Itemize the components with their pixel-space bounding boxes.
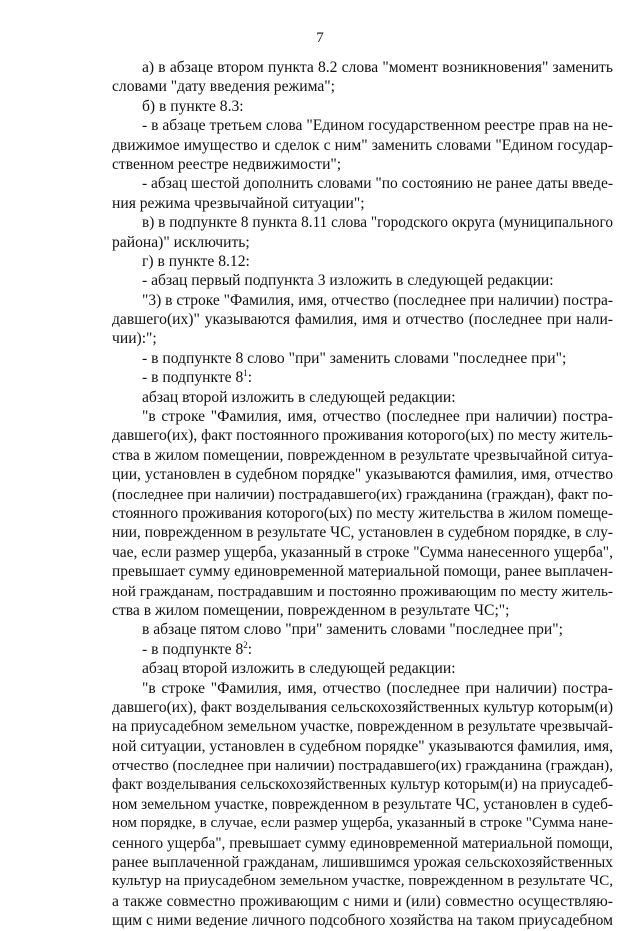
- text-line-content: абзац второй изложить в следующей редакции:: [142, 660, 456, 678]
- text-line-content: движимое имущество и сделок с ним" заменить словами "Едином государ-: [112, 136, 613, 154]
- text-line: [112, 523, 613, 542]
- text-line-content: превышает сумму единовременной материальной помощи, ранее выплачен-: [112, 563, 613, 581]
- text-line: [112, 640, 613, 659]
- superscript-index: 1: [243, 368, 248, 379]
- text-line: [112, 426, 613, 445]
- text-line-content: - абзац шестой дополнить словами "по состоянию не ранее даты введе-: [142, 175, 613, 193]
- text-line: [112, 892, 613, 911]
- text-line: [112, 291, 613, 310]
- text-line-content: "в строке "Фамилия, имя, отчество (последнее при наличии) постра-: [142, 408, 613, 426]
- text-line: [112, 659, 613, 678]
- text-line-content: щим с ними ведение личного подсобного хозяйства на таком приусадебном: [112, 912, 613, 930]
- text-line-content: в) в подпункте 8 пункта 8.11 слова "городского округа (муниципального: [142, 214, 614, 232]
- text-line: [112, 737, 613, 756]
- text-line-content: на приусадебном земельном участке, поврежденном в результате чрезвычай-: [112, 718, 613, 736]
- text-line-content: - абзац первый подпункта 3 изложить в следующей редакции:: [142, 272, 554, 290]
- text-line: [112, 310, 613, 329]
- text-line: [112, 485, 613, 504]
- text-line: [112, 407, 613, 426]
- text-line-content: чии):";: [112, 330, 157, 348]
- text-line: [112, 601, 613, 620]
- text-line-content: факт возделывания сельскохозяйственных культур которым(и) на приусадеб-: [112, 776, 614, 794]
- text-line-content: отчество (последнее при наличии) пострадавшего(их) гражданина (граждан),: [112, 757, 614, 775]
- text-line-content: ной гражданам, пострадавшим и постоянно проживающим по месту житель-: [112, 582, 613, 600]
- text-line-content: - в подпункте 8 слово "при" заменить словами "последнее при";: [142, 349, 567, 367]
- text-line: [112, 582, 613, 601]
- page-number: 7: [316, 30, 324, 46]
- text-line-content: давшего(их), факт возделывания сельскохозяйственных культур которым(и): [112, 698, 613, 716]
- text-line: [112, 698, 613, 717]
- text-line-content: "в строке "Фамилия, имя, отчество (последнее при наличии) постра-: [142, 679, 613, 697]
- text-line: [112, 814, 613, 833]
- text-line-content: абзац второй изложить в следующей редакции:: [142, 388, 456, 406]
- text-line: [112, 504, 613, 523]
- text-line: [112, 679, 613, 698]
- text-line: [112, 620, 613, 639]
- text-line: [112, 911, 613, 930]
- text-line-content: давшего(их)" указываются фамилия, имя и отчество (последнее при нали-: [112, 311, 613, 329]
- text-line: [112, 116, 613, 135]
- text-line: [112, 834, 613, 853]
- text-line: [112, 213, 613, 232]
- text-line-content: нии, поврежденном в результате ЧС, установлен в судебном порядке, в слу-: [112, 524, 614, 542]
- text-line-content: ства в жилом помещении, поврежденном в результате чрезвычайной ситуа-: [112, 446, 613, 464]
- text-line-content: культур на приусадебном земельном участке, поврежденном в результате ЧС,: [112, 873, 613, 890]
- text-line-content: района)" исключить;: [112, 233, 250, 251]
- text-line-content: ной ситуации, установлен в судебном порядке" указываются фамилия, имя,: [112, 737, 613, 755]
- text-line-content: словами "дату введения режима";: [112, 78, 335, 96]
- superscript-index: 2: [243, 639, 248, 650]
- text-line-content: - в подпункте 8: [142, 640, 244, 658]
- text-line: [112, 872, 613, 891]
- text-line: [112, 795, 613, 814]
- text-line-content: - в абзаце третьем слова "Едином государственном реестре прав на не-: [142, 117, 613, 135]
- text-line-content: - в подпункте 8: [142, 369, 244, 387]
- text-line-content: ственном реестре недвижимости";: [112, 155, 342, 173]
- document-body: [112, 58, 613, 931]
- text-line: [112, 233, 613, 252]
- text-line: [112, 136, 613, 155]
- text-line-content: ния режима чрезвычайной ситуации";: [112, 194, 365, 212]
- text-line-content: сенного ущерба", превышает сумму единовременной материальной помощи,: [112, 834, 613, 852]
- text-line-suffix: :: [247, 640, 253, 658]
- text-line: [112, 174, 613, 193]
- text-line: [112, 368, 613, 387]
- text-line: [112, 446, 613, 465]
- text-line-content: ства в жилом помещении, поврежденном в результате ЧС;";: [112, 601, 510, 619]
- text-line: [112, 252, 613, 271]
- text-line-content: ном порядке, в случае, если размер ущерба, указанный в строке "Сумма нане-: [112, 815, 613, 832]
- text-line-content: а) в абзаце втором пункта 8.2 слова "момент возникновения" заменить: [142, 59, 613, 76]
- text-line: [112, 329, 613, 348]
- text-line: [112, 465, 613, 484]
- text-line: [112, 775, 613, 794]
- text-line: [112, 349, 613, 368]
- text-line: [112, 271, 613, 290]
- text-line: [112, 543, 613, 562]
- text-line-content: г) в пункте 8.12:: [142, 252, 250, 270]
- text-line: [112, 388, 613, 407]
- text-line-content: стоянного проживания которого(ых) по месту жительства в жилом помеще-: [112, 504, 613, 522]
- text-line: [112, 853, 613, 872]
- text-line-content: а также совместно проживающим с ними и (или) совместно осуществляю-: [112, 892, 613, 910]
- text-line-content: (последнее при наличии) пострадавшего(их) гражданина (граждан), факт по-: [112, 485, 613, 503]
- text-line: [112, 194, 613, 213]
- text-line-content: давшего(их), факт постоянного проживания которого(ых) по месту житель-: [112, 427, 613, 445]
- text-line-content: б) в пункте 8.3:: [142, 97, 244, 115]
- text-line-content: ранее выплаченной гражданам, лишившимся урожая сельскохозяйственных: [112, 854, 613, 872]
- text-line: [112, 77, 613, 96]
- text-line: [112, 155, 613, 174]
- text-line-content: в абзаце пятом слово "при" заменить словами "последнее при";: [142, 621, 563, 639]
- text-line: [112, 97, 613, 116]
- text-line-content: чае, если размер ущерба, указанный в строке "Сумма нанесенного ущерба",: [112, 543, 613, 561]
- text-line-suffix: :: [247, 369, 253, 387]
- text-line: [112, 756, 613, 775]
- text-line-content: "3) в строке "Фамилия, имя, отчество (последнее при наличии) постра-: [142, 291, 613, 309]
- text-line-content: ции, установлен в судебном порядке" указываются фамилия, имя, отчество: [112, 466, 613, 484]
- text-line: [112, 58, 613, 77]
- text-line-content: ном земельном участке, поврежденном в результате ЧС, установлен в судеб-: [112, 795, 613, 813]
- text-line: [112, 562, 613, 581]
- text-line: [112, 717, 613, 736]
